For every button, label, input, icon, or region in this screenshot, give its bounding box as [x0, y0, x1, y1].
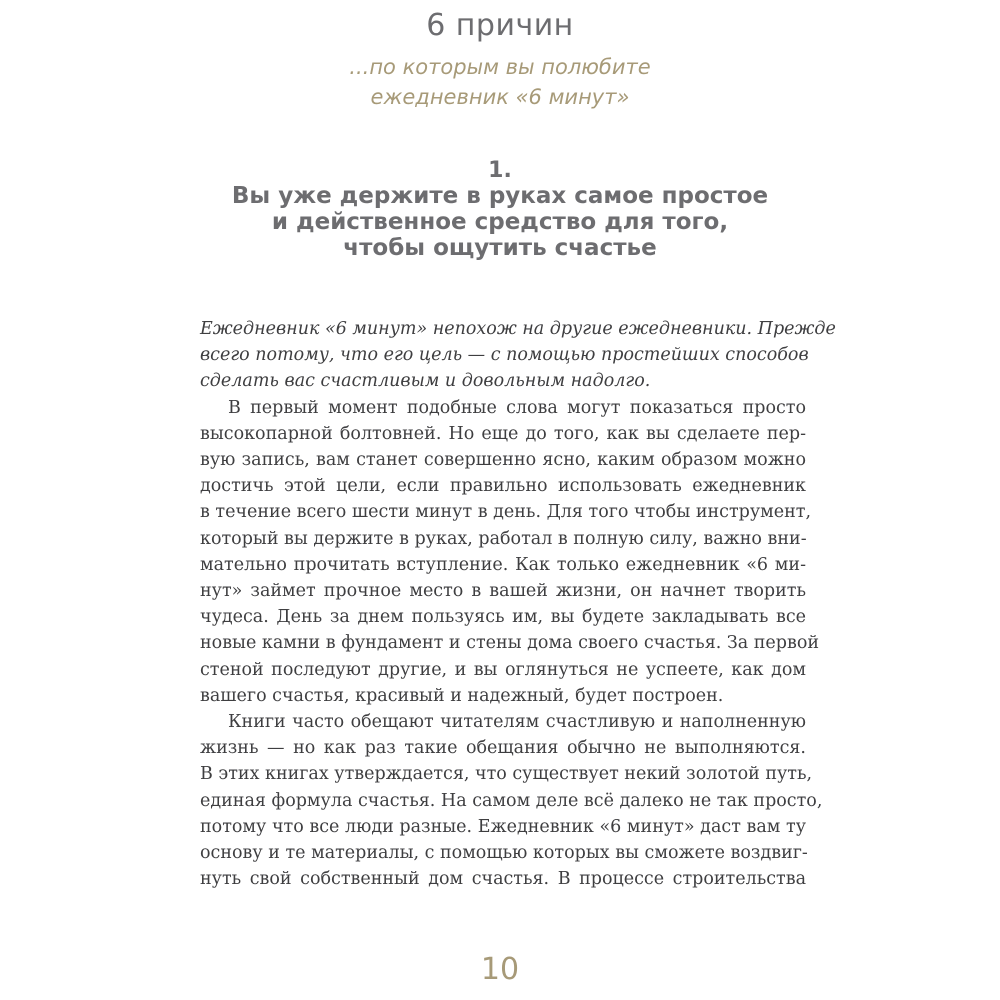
- intro-paragraph: [200, 316, 836, 395]
- text-line: сделать вас счастливым и довольным надолго.: [200, 371, 651, 392]
- text-line: новые камни в фундамент и стены дома своего счастья. За первой: [200, 633, 820, 654]
- text-line: Книги часто обещают читателям счастливую и наполненную: [228, 712, 806, 733]
- section-number: 1.: [488, 158, 512, 183]
- text-line: мательно прочитать вступление. Как только ежедневник «6 ми-: [200, 554, 806, 575]
- text-line: чудеса. День за днем пользуясь им, вы будете закладывать все: [200, 607, 806, 628]
- section-heading-line: и действенное средство для того,: [271, 209, 729, 235]
- section-heading: [0, 183, 1000, 261]
- text-line: В первый момент подобные слова могут показаться просто: [228, 397, 806, 418]
- paragraph-1: [200, 395, 820, 709]
- text-line: вую запись, вам станет совершенно ясно, каким образом можно: [200, 450, 806, 471]
- subtitle-line: ...по которым вы полюбите: [349, 55, 651, 79]
- body-text: [200, 316, 836, 892]
- text-line: основу и те материалы, с помощью которых вы сможете воздвиг-: [200, 843, 808, 864]
- section-heading-line: чтобы ощутить счастье: [343, 235, 657, 261]
- text-line: жизнь — но как раз такие обещания обычно не выполняются.: [200, 738, 806, 759]
- text-line: потому что все люди разные. Ежедневник «6 минут» даст вам ту: [200, 816, 806, 837]
- text-line: В этих книгах утверждается, что существует некий золотой путь,: [200, 764, 813, 785]
- page-number: 10: [480, 952, 520, 987]
- text-line: в течение всего шести минут в день. Для того чтобы инструмент,: [200, 502, 812, 523]
- text-line: стеной последуют другие, и вы оглянуться не успеете, как дом: [200, 659, 806, 680]
- section-heading-line: Вы уже держите в руках самое простое: [231, 183, 769, 209]
- text-line: который вы держите в руках, работал в полную силу, важно вни-: [200, 528, 807, 549]
- text-line: высокопарной болтовней. Но еще до того, как вы сделаете пер-: [200, 423, 806, 444]
- chapter-title: 6 причин: [426, 8, 574, 43]
- subtitle-line: ежедневник «6 минут»: [370, 85, 630, 109]
- text-line: достичь этой цели, если правильно использовать ежедневник: [200, 476, 806, 497]
- paragraph-2: [200, 709, 823, 892]
- chapter-subtitle: [0, 52, 1000, 112]
- text-line: единая формула счастья. На самом деле всё далеко не так просто,: [200, 790, 823, 811]
- text-line: нуть свой собственный дом счастья. В процессе строительства: [200, 869, 806, 890]
- text-line: всего потому, что его цель — с помощью простейших способов: [200, 345, 809, 366]
- text-line: нут» займет прочное место в вашей жизни, он начнет творить: [200, 581, 806, 602]
- text-line: Ежедневник «6 минут» непохож на другие ежедневники. Прежде: [200, 319, 836, 339]
- text-line: вашего счастья, красивый и надежный, будет построен.: [200, 685, 724, 706]
